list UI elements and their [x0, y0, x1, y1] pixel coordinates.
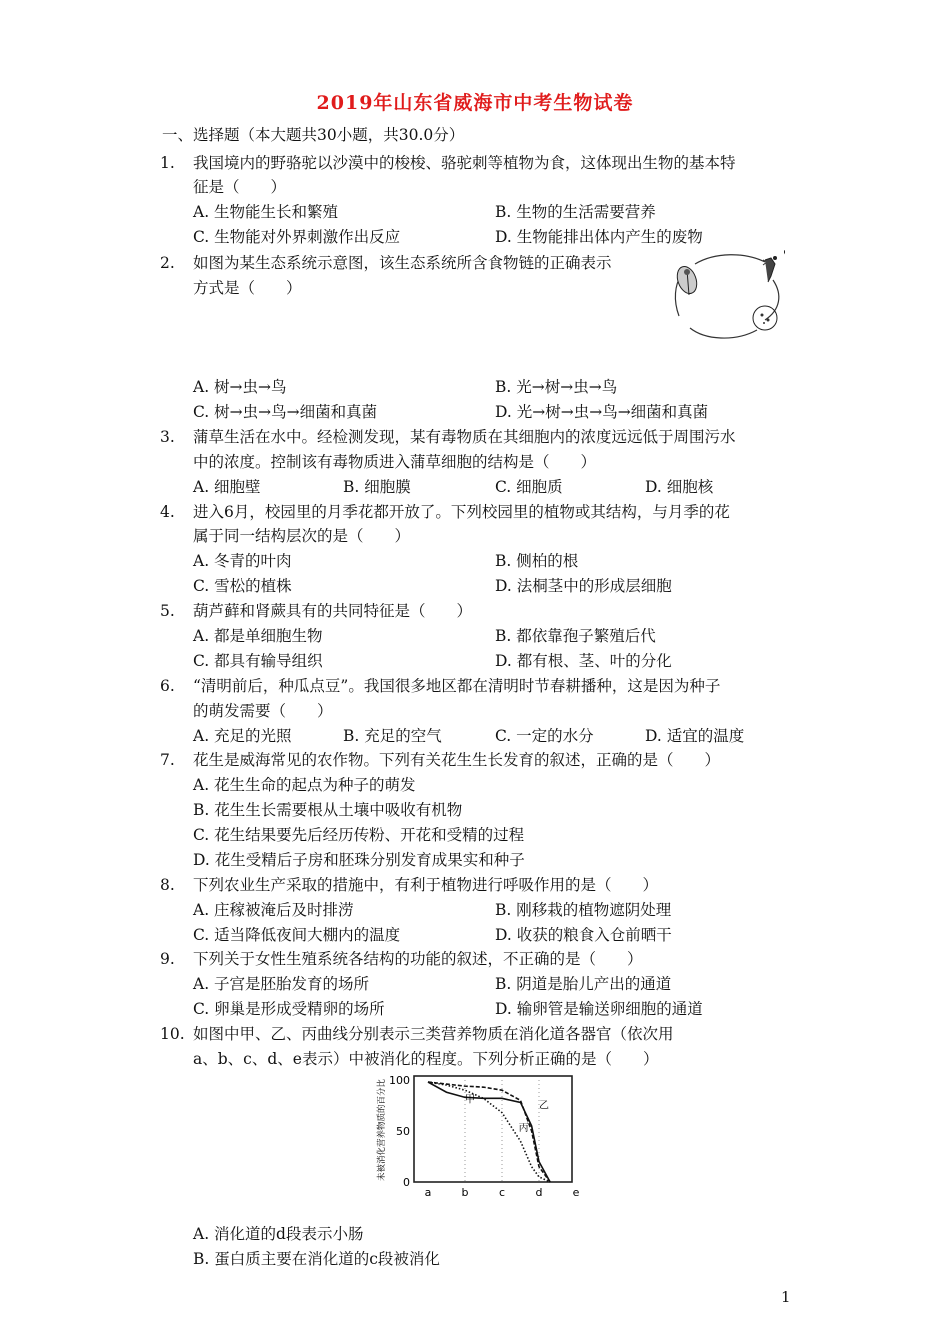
page-title: 2019年山东省威海市中考生物试卷: [316, 92, 634, 114]
option-c: C. 适当降低夜间大棚内的温度: [193, 926, 401, 944]
x-tick-label: b: [461, 1186, 469, 1199]
x-tick-label: c: [498, 1186, 506, 1199]
question-number: 8.: [160, 876, 175, 894]
option-d: D. 光→树→虫→鸟→细菌和真菌: [495, 403, 709, 421]
question-text: 的萌发需要（ ）: [193, 702, 333, 720]
question-text: 葫芦藓和肾蕨具有的共同特征是（ ）: [193, 602, 473, 620]
option-a: A. 庄稼被淹后及时排涝: [193, 901, 354, 919]
question-text: 如图中甲、乙、丙曲线分别表示三类营养物质在消化道各器官（依次用: [193, 1025, 674, 1043]
option-c: C. 细胞质: [495, 478, 563, 496]
option-a: A. 冬青的叶肉: [193, 552, 292, 570]
option-d: D. 都有根、茎、叶的分化: [495, 652, 672, 670]
option-b: B. 生物的生活需要营养: [495, 203, 656, 221]
option-c: C. 生物能对外界刺激作出反应: [193, 228, 401, 246]
option-d: D. 花生受精后子房和胚珠分别发育成果实和种子: [193, 851, 525, 869]
x-tick-label: a: [424, 1186, 432, 1199]
option-d: D. 细胞核: [645, 478, 714, 496]
curve-label: 甲: [465, 1094, 475, 1106]
question-number: 5.: [160, 602, 175, 620]
option-b: B. 刚移栽的植物遮阴处理: [495, 901, 672, 919]
y-axis-label: 未被消化营养物质的百分比: [377, 1078, 387, 1182]
question-number: 7.: [160, 751, 175, 769]
question-text: 属于同一结构层次的是（ ）: [193, 527, 411, 545]
question-text: 如图为某生态系统示意图，该生态系统所含食物链的正确表示: [193, 254, 612, 272]
option-d: D. 收获的粮食入仓前晒干: [495, 926, 672, 944]
x-tick-label: e: [572, 1186, 580, 1199]
question-text: 下列农业生产采取的措施中，有利于植物进行呼吸作用的是（ ）: [193, 876, 659, 894]
option-d: D. 输卵管是输送卵细胞的通道: [495, 1000, 703, 1018]
question-text: 蒲草生活在水中。经检测发现，某有毒物质在其细胞内的浓度远远低于周围污水: [193, 428, 736, 446]
question-number: 3.: [160, 428, 175, 446]
option-c: C. 花生结果要先后经历传粉、开花和受精的过程: [193, 826, 525, 844]
y-tick-label: 0: [403, 1176, 410, 1189]
question-text: 征是（ ）: [193, 178, 287, 196]
question-text: 下列关于女性生殖系统各结构的功能的叙述，不正确的是（ ）: [193, 950, 643, 968]
option-a: A. 都是单细胞生物: [193, 627, 323, 645]
question-text: 中的浓度。控制该有毒物质进入蒲草细胞的结构是（ ）: [193, 453, 597, 471]
option-b: B. 光→树→虫→鸟: [495, 378, 618, 396]
option-a: A. 花生生命的起点为种子的萌发: [193, 776, 416, 794]
option-b: B. 花生生长需要根从土壤中吸收有机物: [193, 801, 463, 819]
question-text: 方式是（ ）: [193, 279, 302, 297]
x-tick-label: d: [535, 1186, 543, 1199]
question-number: 6.: [160, 677, 175, 695]
curve-label: 丙: [518, 1123, 529, 1134]
option-c: C. 卵巢是形成受精卵的场所: [193, 1000, 385, 1018]
option-d: D. 适宜的温度: [645, 727, 745, 745]
question-number: 9.: [160, 950, 175, 968]
question-text: 花生是威海常见的农作物。下列有关花生生长发育的叙述，正确的是（ ）: [193, 751, 721, 769]
option-b: B. 都依靠孢子繁殖后代: [495, 627, 656, 645]
option-a: A. 子宫是胚胎发育的场所: [193, 975, 370, 993]
page-number: 1: [781, 1288, 791, 1306]
y-tick-label: 50: [396, 1125, 410, 1138]
y-tick-label: 100: [389, 1074, 410, 1087]
question-number: 2.: [160, 254, 175, 272]
option-b: B. 阴道是胎儿产出的通道: [495, 975, 672, 993]
question-text: 进入6月，校园里的月季花都开放了。下列校园里的植物或其结构，与月季的花: [193, 503, 730, 521]
option-c: C. 树→虫→鸟→细菌和真菌: [193, 403, 378, 421]
option-a: A. 充足的光照: [193, 727, 292, 745]
option-b: B. 充足的空气: [343, 727, 442, 745]
option-b: B. 侧柏的根: [495, 552, 579, 570]
question-text: a、b、c、d、e表示）中被消化的程度。下列分析正确的是（ ）: [193, 1050, 659, 1068]
question-text: 我国境内的野骆驼以沙漠中的梭梭、骆驼刺等植物为食，这体现出生物的基本特: [193, 154, 736, 172]
section-heading: 一、选择题（本大题共30小题，共30.0分）: [162, 126, 465, 144]
option-d: D. 法桐茎中的形成层细胞: [495, 577, 672, 595]
option-b: B. 蛋白质主要在消化道的c段被消化: [193, 1250, 440, 1268]
option-d: D. 生物能排出体内产生的废物: [495, 228, 703, 246]
question-number: 1.: [160, 154, 175, 172]
curve-label: 乙: [539, 1100, 549, 1112]
option-c: C. 雪松的植株: [193, 577, 292, 595]
question-number: 10.: [160, 1025, 185, 1043]
option-c: C. 都具有输导组织: [193, 652, 323, 670]
option-a: A. 树→虫→鸟: [193, 378, 287, 396]
option-a: A. 细胞壁: [193, 478, 261, 496]
option-b: B. 细胞膜: [343, 478, 411, 496]
ecosystem-diagram: [665, 250, 785, 345]
option-a: A. 消化道的d段表示小肠: [193, 1225, 364, 1243]
option-c: C. 一定的水分: [495, 727, 594, 745]
question-text: “清明前后，种瓜点豆”。我国很多地区都在清明时节春耕播种，这是因为种子: [193, 677, 721, 695]
option-a: A. 生物能生长和繁殖: [193, 203, 339, 221]
question-number: 4.: [160, 503, 175, 521]
digestion-chart: [362, 1068, 594, 1202]
